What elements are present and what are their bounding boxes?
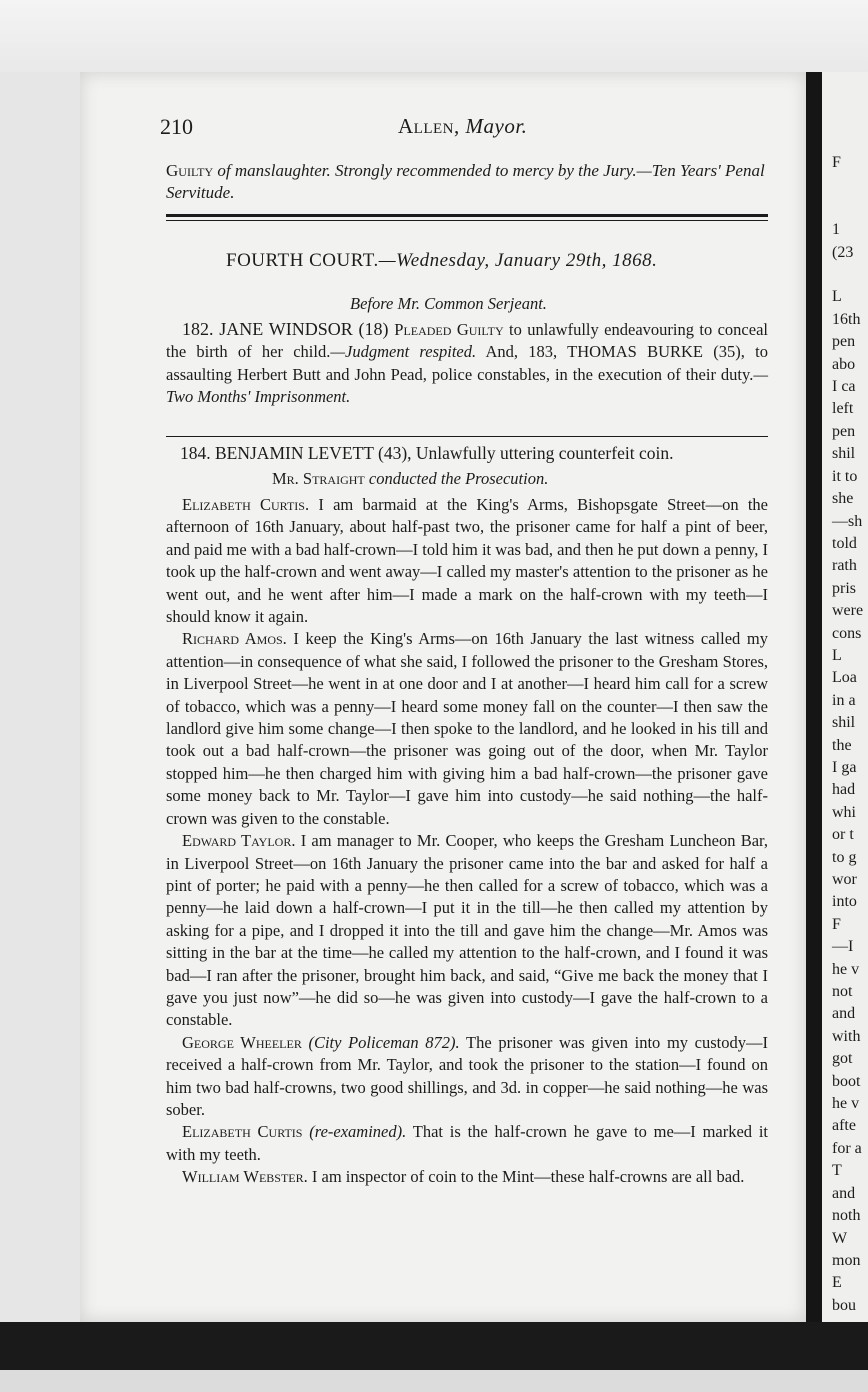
case-divider	[166, 436, 768, 437]
witness-name: Elizabeth Curtis	[182, 1122, 303, 1142]
facing-page-fragment: cons	[832, 624, 862, 642]
presiding-judge: Before Mr. Common Serjeant.	[350, 294, 547, 313]
court-heading	[226, 250, 657, 272]
witness-role: (City Policeman 872).	[301, 1032, 460, 1052]
running-head-title: Mayor.	[465, 114, 528, 138]
witness-name: William Webster.	[182, 1167, 308, 1187]
running-head	[398, 114, 527, 139]
facing-page-fragment: she	[832, 490, 854, 508]
witness-statement: I am barmaid at the King's Arms, Bishopsgate Street—on the afternoon of 16th January, about half-past two, the prisoner came for half a pint of beer, and paid me with a bad half-crown—I told him it was bad, and then he put down a penny, I took up the half-crown and went away—I called my master's attention to the prisoner as he went out, and he went after him—I made a mark on the half-crown with my teeth—I should know it again.	[166, 495, 768, 627]
facing-page-fragment: L	[832, 288, 842, 306]
case-182-name: 182. JANE WINDSOR (18)	[182, 319, 395, 339]
case-182-plea: Pleaded Guilty	[394, 320, 504, 339]
facing-page-fragment: the	[832, 736, 852, 754]
prosecution-counsel: Mr. Straight	[272, 469, 365, 488]
facing-page-fragment: pen	[832, 333, 856, 351]
testimony-paragraph	[166, 494, 768, 628]
facing-page-fragment	[832, 197, 868, 219]
facing-page-fragment: abo	[832, 355, 856, 373]
facing-page-fragment: pris	[832, 579, 856, 597]
facing-page-fragment: shil	[832, 445, 856, 463]
facing-page-fragment: F	[832, 154, 841, 171]
case-183-text: And, 183, THOMAS BURKE (35), to assaulting Herbert Butt and John Pead, police constables, in the execution of their duty.	[166, 342, 768, 384]
facing-page-fragment: it to	[832, 467, 858, 485]
facing-page-fragment: got	[832, 1050, 853, 1068]
facing-page-fragment: to g	[832, 848, 857, 866]
case-182-text: to unlawfully endeavouring to conceal the birth of her child.	[166, 320, 768, 362]
witness-statement: I am manager to Mr. Cooper, who keeps the Gresham Luncheon Bar, in Liverpool Street—on 16th January the prisoner came into the bar and asked for half a pint of porter; he paid with a penny—he then called for a screw of tobacco, which was a penny—he laid down a half-crown—I put it in the till—he then called my attention by asking for a pipe, and I dropped it into the till and gave him the change—Mr. Amos was sitting in the bar at the time—he called my attention to the half-crown, and I found it was bad—I ran after the prisoner, brought him back, and said, “Give me back the money that I gave you just now”—he did so—he was given into custody—I gave the half-crown to a constable.	[166, 831, 768, 1030]
witness-role: (re-examined).	[302, 1122, 407, 1142]
scan-bottom-strip	[0, 1370, 868, 1392]
previous-case-verdict	[166, 160, 786, 204]
facing-page-fragment: L	[832, 646, 842, 664]
facing-page-fragment: wor	[832, 871, 857, 888]
facing-page-fragment: I ca	[832, 378, 856, 396]
facing-page-fragment: told	[832, 534, 857, 552]
witness-name: George Wheeler	[182, 1032, 302, 1052]
facing-page-fragment: with	[832, 1027, 861, 1045]
facing-page-fragment: he v	[832, 1095, 860, 1113]
facing-page-fragment: and	[832, 1184, 856, 1202]
facing-page-edge	[822, 72, 868, 1322]
facing-page-fragment: —I	[832, 938, 854, 956]
facing-page-fragment: for a	[832, 1139, 862, 1157]
testimony-paragraph	[166, 1121, 768, 1166]
witness-statement: I keep the King's Arms—on 16th January the last witness called my attention—in consequence of what she said, I followed the prisoner to the Gresham Stores, in Liverpool Street—he went in at one door and I at another—I heard him call for a screw of tobacco, which was a penny—I heard some money fall on the counter—I then saw the landlord give him some change—I then spoke to the landlord, and he looked in his till and took out a bad half-crown—the prisoner was going out of the door, when Mr. Taylor stopped him—he then charged him with giving him a bad half-crown—the prisoner gave some money back to Mr. Taylor—I gave him into custody—he said nothing—the half-crown was given to the constable.	[166, 629, 768, 828]
cases-182-183	[166, 318, 768, 409]
facing-page-fragment: shil	[832, 714, 856, 732]
facing-page-fragment: —sh	[832, 512, 863, 530]
prosecution-text: conducted the Prosecution.	[364, 469, 549, 488]
witness-name: Elizabeth Curtis.	[182, 495, 310, 514]
case-182-judgment: —Judgment respited.	[330, 342, 477, 362]
facing-page-fragment: F	[832, 915, 841, 933]
verdict-guilty: Guilty	[166, 161, 214, 180]
court-date: —Wednesday, January 29th, 1868.	[378, 250, 658, 271]
section-rule-bottom	[166, 220, 768, 221]
facing-page-fragment: left	[832, 400, 854, 418]
scan-top-edge	[0, 0, 868, 72]
verdict-text: of manslaughter. Strongly recommended to mercy by the Jury.—Ten Years' Penal Servitude.	[166, 161, 765, 202]
scan-left-margin	[0, 72, 83, 1322]
case-184-title: 184. BENJAMIN LEVETT (43), Unlawfully uttering counterfeit coin.	[180, 443, 674, 463]
facing-page-fragment: had	[832, 781, 856, 799]
facing-page-fragment: into	[832, 893, 857, 911]
facing-page-fragment: pen	[832, 422, 856, 440]
page-number: 210	[160, 114, 193, 139]
facing-page-fragment: rath	[832, 557, 857, 575]
facing-page-fragment: or t	[832, 826, 854, 844]
facing-page-fragment: bou	[832, 1296, 856, 1314]
facing-page-fragment: afte	[832, 1117, 856, 1135]
testimony-paragraph	[166, 1166, 768, 1188]
testimony-paragraph	[166, 1032, 768, 1122]
testimony-paragraph	[166, 830, 768, 1032]
witness-statement: The prisoner was given into my custody—I received a half-crown from Mr. Taylor, and took the prisoner to the station—I found on him two bad half-crowns, two good shillings, and 3d. in copper—he said nothing—he was sober.	[166, 1032, 768, 1119]
facing-page-fragment	[832, 264, 868, 286]
facing-page-fragment: 16th	[832, 310, 861, 328]
witness-statement: That is the half-crown he gave to me—I marked it with my teeth.	[166, 1122, 769, 1164]
facing-page-fragment: and	[832, 1005, 856, 1023]
witness-name: Richard Amos.	[182, 629, 287, 649]
testimony-block	[166, 494, 768, 1189]
facing-page-fragment: mon	[832, 1251, 861, 1269]
facing-page-fragment: Loa	[832, 669, 857, 687]
facing-page-fragment: (23	[832, 243, 854, 261]
facing-page-fragment	[832, 174, 868, 196]
facing-page-fragment: I ga	[832, 758, 857, 776]
witness-statement: I am inspector of coin to the Mint—these half-crowns are all bad.	[307, 1167, 745, 1187]
facing-page-fragment: not	[832, 983, 853, 1001]
facing-page-fragment: were	[832, 602, 864, 620]
facing-page-fragment: whi	[832, 803, 856, 821]
facing-page-fragment: E	[832, 1274, 842, 1292]
book-gutter	[806, 72, 822, 1322]
running-head-name: Allen,	[398, 114, 460, 138]
facing-page-fragments	[832, 152, 868, 1317]
facing-page-fragment: noth	[832, 1207, 861, 1225]
witness-name: Edward Taylor.	[182, 831, 296, 851]
court-name: FOURTH COURT.	[226, 250, 379, 271]
facing-page-fragment: boot	[832, 1072, 861, 1090]
facing-page-fragment: he v	[832, 960, 860, 978]
facing-page-fragment: T	[832, 1162, 842, 1180]
prosecution-line	[272, 469, 548, 489]
facing-page-fragment: 1	[832, 221, 840, 239]
book-page	[80, 72, 806, 1322]
case-183-sentence: —Two Months' Imprisonment.	[166, 364, 768, 407]
facing-page-fragment: W	[832, 1229, 848, 1247]
section-rule-top	[166, 214, 768, 217]
facing-page-fragment: in a	[832, 691, 856, 709]
testimony-paragraph	[166, 628, 768, 830]
